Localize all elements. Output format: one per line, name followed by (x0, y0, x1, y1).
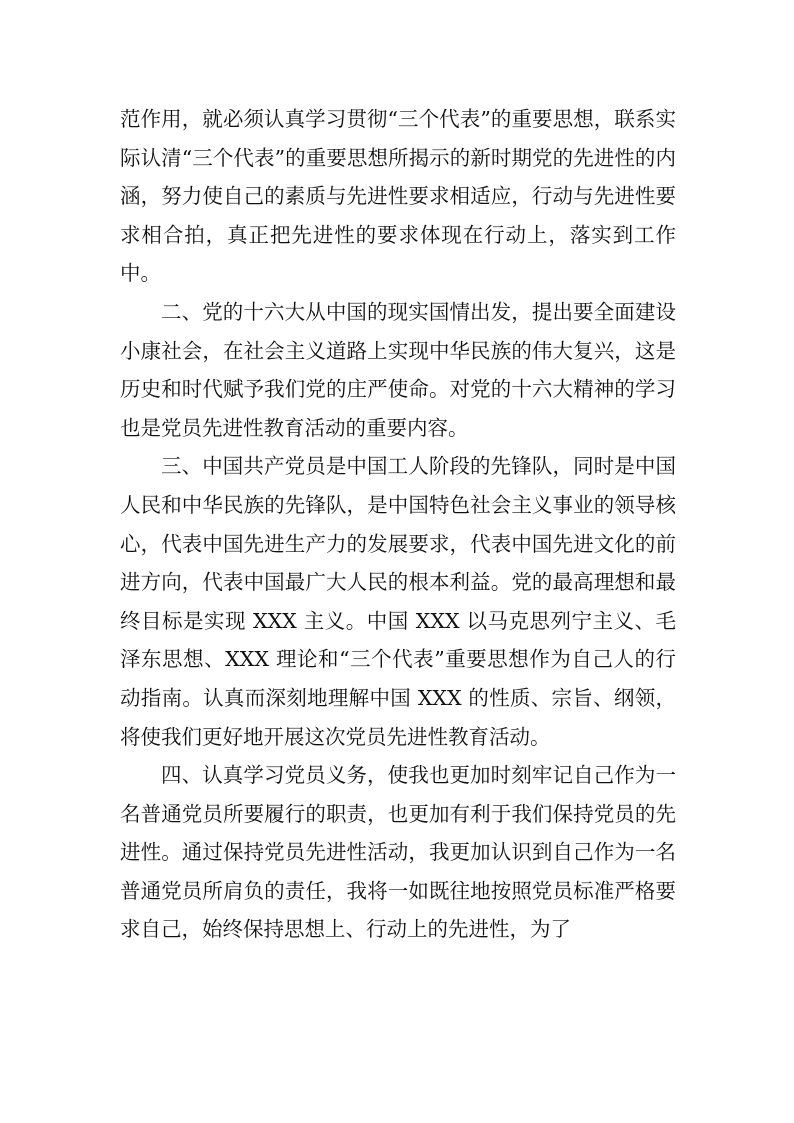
paragraph-three: 三、中国共产党员是中国工人阶段的先锋队，同时是中国人民和中华民族的先锋队，是中国特色社会主义事业的领导核心，代表中国先进生产力的发展要求，代表中国先进文化的前进方向，代表中国最广大人民的根本利益。党的最高理想和最终目标是实现 XXX 主义。中国 XXX 以马克思列宁主义、毛泽东思想、XXX 理论和“三个代表”重要思想作为自己人的行动指南。认真而深刻地理解中国 XXX 的性质、宗旨、纲领，将使我们更好地开展这次党员先进性教育活动。 (120, 454, 676, 749)
document-body (120, 100, 676, 949)
paragraph-four: 四、认真学习党员义务，使我也更加时刻牢记自己作为一名普通党员所要履行的职责，也更加有利于我们保持党员的先进性。通过保持党员先进性活动，我更加认识到自己作为一名普通党员所肩负的责任，我将一如既往地按照党员标准严格要求自己，始终保持思想上、行动上的先进性，为了 (120, 763, 676, 942)
paragraph-continued: 范作用，就必须认真学习贯彻“三个代表”的重要思想，联系实际认清“三个代表”的重要思想所揭示的新时期党的先进性的内涵，努力使自己的素质与先进性要求相适应，行动与先进性要求相合拍，真正把先进性的要求体现在行动上，落实到工作中。 (120, 107, 676, 286)
paragraph-two: 二、党的十六大从中国的现实国情出发，提出要全面建设小康社会，在社会主义道路上实现中华民族的伟大复兴，这是历史和时代赋予我们党的庄严使命。对党的十六大精神的学习也是党员先进性教育活动的重要内容。 (120, 299, 676, 440)
